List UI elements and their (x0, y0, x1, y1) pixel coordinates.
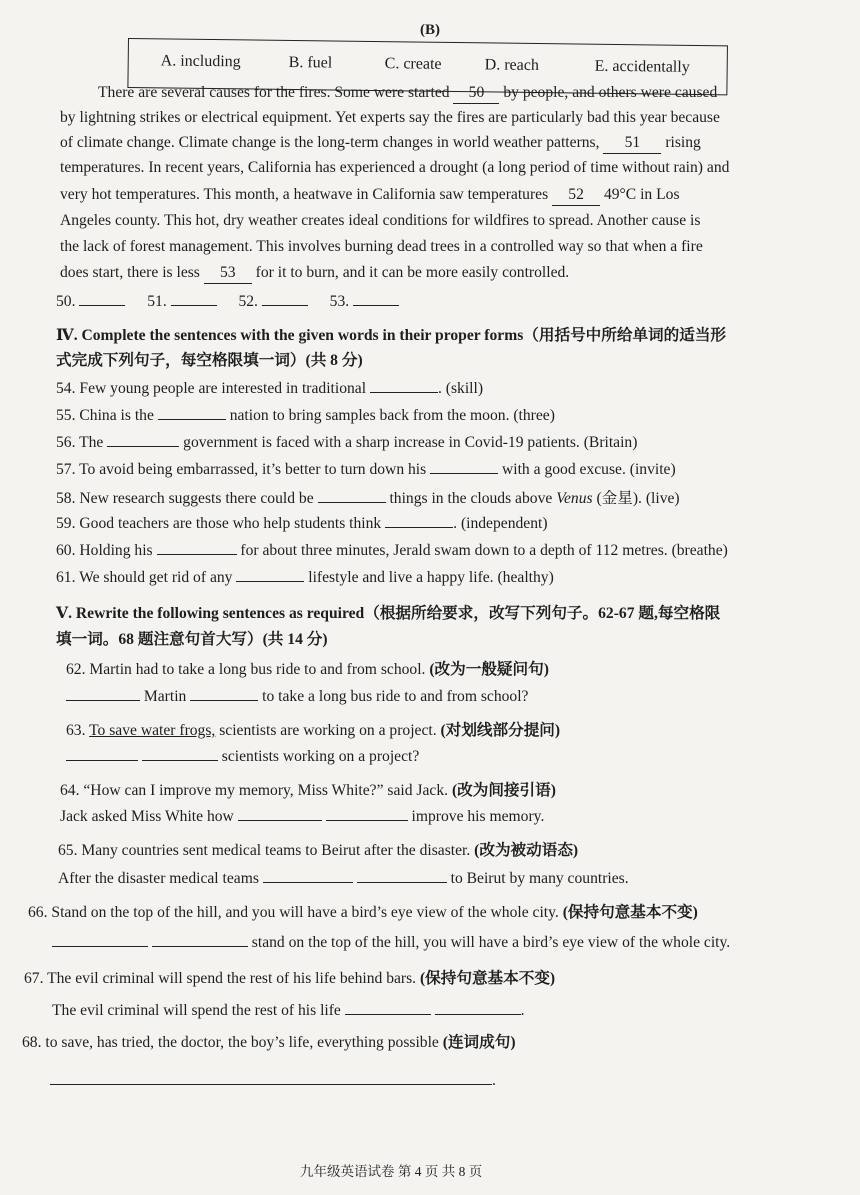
question-55: 55. China is the nation to bring samples back from the moon. (three) (56, 407, 555, 424)
answer-blank-59[interactable] (385, 513, 453, 528)
answer-blank-50[interactable] (79, 291, 125, 306)
requirement-63: (对划线部分提问) (440, 722, 561, 739)
passage-line: the lack of forest management. This involves burning dead trees in a controlled way so that when a fire (60, 238, 703, 255)
question-68: 68. to save, has tried, the doctor, the boy’s life, everything possible (连词成句) (22, 1034, 516, 1051)
word-option-a: A. including (160, 52, 241, 71)
question-64: 64. “How can I improve my memory, Miss White?” said Jack. (改为间接引语) (60, 782, 556, 799)
requirement-68: (连词成句) (442, 1034, 516, 1051)
answer-blank-63a[interactable] (66, 746, 138, 761)
answer-blank-60[interactable] (157, 540, 237, 555)
answer-blank-66a[interactable] (52, 932, 148, 947)
answer-blank-62b[interactable] (190, 686, 258, 701)
passage-line: There are several causes for the fires. Some were started 50 by people, and others were caused (98, 84, 717, 104)
blank-52[interactable]: 52 (552, 186, 600, 206)
blank-51[interactable]: 51 (603, 134, 661, 154)
question-60: 60. Holding his for about three minutes, Jerald swam down to a depth of 112 metres. (breathe) (56, 542, 728, 559)
answer-67: The evil criminal will spend the rest of his life . (52, 1002, 525, 1019)
question-58: 58. New research suggests there could be things in the clouds above Venus (金星). (live) (56, 490, 680, 507)
answer-blank-51[interactable] (171, 291, 217, 306)
blank-53[interactable]: 53 (204, 264, 252, 284)
answer-blank-53[interactable] (353, 291, 399, 306)
underlined-part: To save water frogs, (89, 722, 216, 739)
question-67: 67. The evil criminal will spend the rest of his life behind bars. (保持句意基本不变) (24, 970, 556, 987)
answer-row: 50. 51. 52. 53. (56, 291, 399, 311)
section-iv-heading-cont: 式完成下列句子，每空格限填一词）(共 8 分) (56, 352, 363, 369)
answer-62: Martin to take a long bus ride to and from school? (66, 686, 528, 706)
word-option-e: E. accidentally (594, 57, 690, 76)
passage-line: does start, there is less 53 for it to burn, and it can be more easily controlled. (60, 264, 569, 284)
answer-blank-66b[interactable] (152, 932, 248, 947)
question-61: 61. We should get rid of any lifestyle and live a happy life. (healthy) (56, 569, 554, 586)
section-b-label: (B) (420, 22, 440, 38)
answer-line-68[interactable] (50, 1070, 492, 1085)
passage-line: very hot temperatures. This month, a heatwave in California saw temperatures 52 49°C in Los (60, 186, 680, 206)
word-option-d: D. reach (484, 56, 539, 75)
page-footer: 九年级英语试卷 第 4 页 共 8 页 (300, 1164, 483, 1179)
question-59: 59. Good teachers are those who help students think . (independent) (56, 515, 548, 532)
answer-66: stand on the top of the hill, you will have a bird’s eye view of the whole city. (52, 932, 730, 952)
requirement-67: (保持句意基本不变) (419, 970, 556, 987)
answer-blank-63b[interactable] (142, 746, 218, 761)
blank-50[interactable]: 50 (453, 84, 499, 104)
answer-blank-64b[interactable] (326, 806, 408, 821)
question-62: 62. Martin had to take a long bus ride to and from school. (改为一般疑问句) (66, 661, 549, 678)
passage-line: temperatures. In recent years, California has experienced a drought (a long period of time without rain) and (60, 159, 730, 176)
word-option-c: C. create (384, 55, 442, 73)
answer-blank-57[interactable] (430, 459, 498, 474)
requirement-64: (改为间接引语) (451, 782, 556, 799)
section-v-heading: Ⅴ. Rewrite the following sentences as required（根据所给要求，改写下列句子。62-67 题,每空格限 (56, 605, 721, 622)
answer-blank-64a[interactable] (238, 806, 322, 821)
passage-line: of climate change. Climate change is the long-term changes in world weather patterns, 51 rising (60, 134, 701, 154)
question-57: 57. To avoid being embarrassed, it’s better to turn down his with a good excuse. (invite) (56, 461, 676, 478)
answer-68: . (50, 1070, 496, 1090)
section-iv-heading: Ⅳ. Complete the sentences with the given words in their proper forms（用括号中所给单词的适当形 (56, 327, 727, 344)
answer-blank-67b[interactable] (435, 1000, 521, 1015)
answer-blank-55[interactable] (158, 405, 226, 420)
passage-line: Angeles county. This hot, dry weather creates ideal conditions for wildfires to spread. Another cause is (60, 212, 701, 229)
answer-blank-65b[interactable] (357, 868, 447, 883)
question-54: 54. Few young people are interested in traditional . (skill) (56, 380, 484, 397)
question-65: 65. Many countries sent medical teams to Beirut after the disaster. (改为被动语态) (58, 842, 579, 859)
requirement-65: (改为被动语态) (474, 842, 579, 859)
answer-65: After the disaster medical teams to Beirut by many countries. (58, 870, 629, 887)
answer-blank-56[interactable] (107, 432, 179, 447)
answer-blank-67a[interactable] (345, 1000, 431, 1015)
requirement-62: (改为一般疑问句) (429, 661, 549, 678)
requirement-66: (保持句意基本不变) (562, 904, 698, 921)
answer-blank-54[interactable] (370, 378, 438, 393)
question-56: 56. The government is faced with a sharp increase in Covid-19 patients. (Britain) (56, 434, 638, 451)
answer-63: scientists working on a project? (66, 746, 419, 766)
answer-blank-52[interactable] (262, 291, 308, 306)
passage-line: by lightning strikes or electrical equipment. Yet experts say the fires are particularly bad this year because (60, 109, 720, 126)
answer-blank-58[interactable] (318, 488, 386, 503)
question-66: 66. Stand on the top of the hill, and you will have a bird’s eye view of the whole city. (保持句意基本不变) (28, 904, 698, 921)
question-63: 63. To save water frogs, scientists are working on a project. (对划线部分提问) (66, 722, 561, 739)
answer-blank-65a[interactable] (263, 868, 353, 883)
section-v-heading-cont: 填一词。68 题注意句首大写）(共 14 分) (56, 631, 328, 648)
answer-64: Jack asked Miss White how improve his memory. (60, 808, 545, 825)
answer-blank-61[interactable] (236, 567, 304, 582)
answer-blank-62a[interactable] (66, 686, 140, 701)
word-option-b: B. fuel (288, 53, 333, 72)
